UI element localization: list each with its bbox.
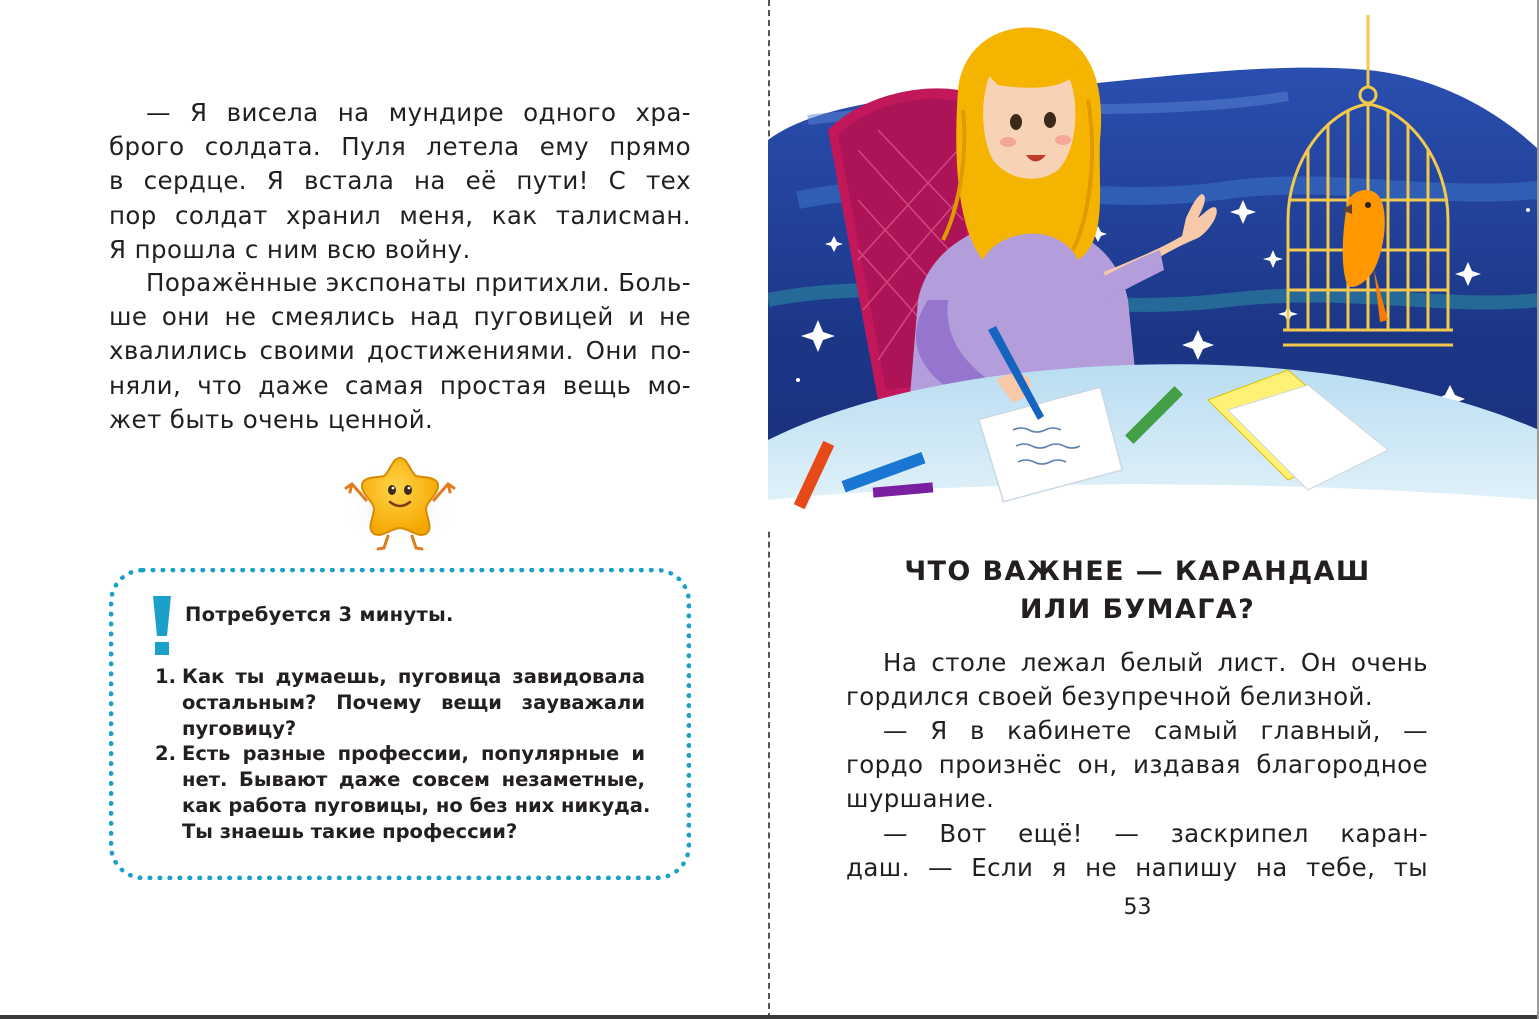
text-line: в сердце. Я встала на её пути! С тех: [109, 166, 691, 196]
text-line: Я прошла с ним всю войну.: [109, 234, 471, 264]
page-number: 53: [1123, 895, 1152, 920]
text-line: ше они не смеялись над пуговицей и не: [109, 302, 691, 332]
task-questions: [155, 664, 651, 845]
text-line: даш. — Если я не напишу на тебе, ты: [846, 853, 1428, 883]
text-line: — Я в кабинете самый главный, —: [883, 716, 1428, 745]
story-title-line: ЧТО ВАЖНЕЕ — КАРАНДАШ: [904, 556, 1371, 587]
text-line: жет быть очень ценной.: [109, 404, 434, 434]
question-number: 2.: [155, 742, 176, 766]
text-line: На столе лежал белый лист. Он очень: [883, 648, 1428, 677]
question-item: [155, 741, 651, 844]
story-title-line: ИЛИ БУМАГА?: [1019, 594, 1256, 625]
exclamation-icon: [150, 594, 174, 656]
text-line: хвалились своими достижениями. Они по-: [109, 336, 691, 366]
girl-writing-with-parrot-illustration: [768, 0, 1539, 530]
question-number: 1.: [155, 665, 176, 688]
text-line: няли, что даже самая простая вещь мо-: [109, 370, 691, 400]
task-time: Потребуется 3 минуты.: [185, 603, 454, 626]
paragraph-pencil-speech: [846, 817, 1428, 885]
bottom-border: [0, 1015, 1539, 1019]
paragraph-paper-speech: [846, 714, 1428, 817]
question-line: как работа пуговицы, но без них никуда.: [182, 793, 651, 817]
question-line: пуговицу?: [182, 716, 297, 740]
text-line: брого солдата. Пуля летела ему прямо: [109, 132, 691, 162]
paragraph-exhibits: [109, 266, 691, 437]
text-line: — Вот ещё! — заскрипел каран-: [883, 819, 1428, 848]
text-line: гордо произнёс он, издавая благородное: [846, 750, 1428, 780]
paragraph-paper-sheet: [846, 646, 1428, 714]
question-line: нет. Бывают даже совсем незаметные,: [182, 768, 645, 792]
text-line: шуршание.: [846, 784, 995, 814]
text-line: гордился своей безупречной белизной.: [846, 682, 1374, 712]
text-line: пор солдат хранил меня, как талисман.: [109, 200, 691, 230]
question-line: остальным? Почему вещи зауважали: [182, 690, 645, 714]
question-line: Как ты думаешь, пуговица завидовала: [182, 665, 645, 688]
left-page: [0, 0, 768, 1019]
text-line: Поражённые экспонаты притихли. Боль-: [146, 268, 692, 297]
story-title: [845, 553, 1430, 629]
question-line: Ты знаешь такие профессии?: [182, 819, 518, 843]
question-item: [155, 664, 645, 741]
question-line: Есть разные профессии, популярные и: [182, 742, 645, 766]
smiling-star-icon: [338, 448, 462, 552]
text-line: — Я висела на мундире одного хра-: [146, 98, 691, 127]
paragraph-soldier: [109, 96, 691, 267]
